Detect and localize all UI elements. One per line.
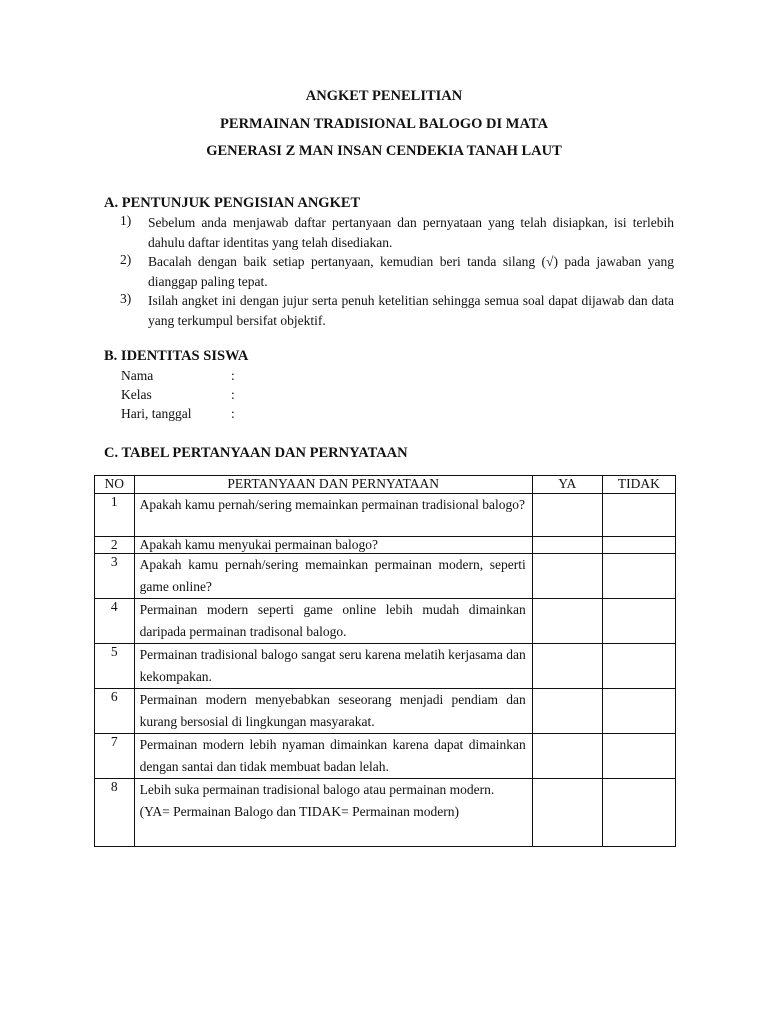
tidak-answer-cell[interactable] — [602, 644, 675, 689]
tidak-answer-cell[interactable] — [602, 599, 675, 644]
table-row — [95, 734, 676, 779]
row-question: Apakah kamu menyukai permainan balogo? — [134, 537, 532, 554]
instruction-text: Sebelum anda menjawab daftar pertanyaan dan pernyataan yang telah disiapkan, isi terlebih dahulu daftar identitas yang telah disediakan. — [148, 215, 674, 250]
field-colon: : — [231, 406, 235, 421]
ya-answer-cell[interactable] — [532, 554, 602, 599]
tidak-answer-cell[interactable] — [602, 779, 675, 847]
instruction-number: 3) — [120, 291, 132, 306]
ya-answer-cell[interactable] — [532, 494, 602, 537]
row-number: 3 — [95, 554, 135, 599]
row-question: Permainan tradisional balogo sangat seru karena melatih kerjasama dan kekompakan. — [134, 644, 532, 689]
instruction-number: 1) — [120, 213, 132, 228]
field-colon: : — [231, 368, 235, 383]
tidak-answer-cell[interactable] — [602, 554, 675, 599]
instruction-number: 2) — [120, 252, 132, 267]
ya-answer-cell[interactable] — [532, 599, 602, 644]
table-row — [95, 689, 676, 734]
field-label-hari-tanggal: Hari, tanggal — [121, 406, 192, 421]
row-number: 4 — [95, 599, 135, 644]
table-row — [95, 537, 676, 554]
table-row — [95, 554, 676, 599]
questionnaire-table — [94, 475, 676, 847]
title-line-3: GENERASI Z MAN INSAN CENDEKIA TANAH LAUT — [206, 143, 562, 159]
instruction-text: Isilah angket ini dengan jujur serta penuh ketelitian sehingga semua soal dapat dijawab dan data yang terkumpul bersifat objektif. — [148, 293, 674, 328]
table-header-row — [95, 476, 676, 494]
field-label-nama: Nama — [121, 368, 154, 383]
tidak-answer-cell[interactable] — [602, 734, 675, 779]
row-question: Permainan modern lebih nyaman dimainkan karena dapat dimainkan dengan santai dan tidak membuat badan lelah. — [134, 734, 532, 779]
table-row — [95, 494, 676, 537]
row-question-cell — [134, 779, 532, 847]
ya-answer-cell[interactable] — [532, 644, 602, 689]
section-c-heading: C. TABEL PERTANYAAN DAN PERNYATAAN — [104, 445, 408, 461]
tidak-answer-cell[interactable] — [602, 494, 675, 537]
table-row — [95, 644, 676, 689]
row-question: Permainan modern menyebabkan seseorang menjadi pendiam dan kurang bersosial di lingkungan masyarakat. — [134, 689, 532, 734]
tidak-answer-cell[interactable] — [602, 537, 675, 554]
row-number: 1 — [95, 494, 135, 537]
ya-answer-cell[interactable] — [532, 537, 602, 554]
instruction-text: Bacalah dengan baik setiap pertanyaan, kemudian beri tanda silang (√) pada jawaban yang dianggap paling tepat. — [148, 254, 674, 289]
field-colon: : — [231, 387, 235, 402]
row-note: (YA= Permainan Balogo dan TIDAK= Permainan modern) — [139, 804, 459, 819]
ya-answer-cell[interactable] — [532, 779, 602, 847]
table-row — [95, 599, 676, 644]
row-number: 8 — [95, 779, 135, 847]
section-a-heading: A. PENTUNJUK PENGISIAN ANGKET — [104, 195, 361, 211]
field-label-kelas: Kelas — [121, 387, 152, 402]
row-number: 6 — [95, 689, 135, 734]
row-question: Apakah kamu pernah/sering memainkan permainan tradisional balogo? — [134, 494, 532, 537]
row-number: 2 — [95, 537, 135, 554]
row-question: Permainan modern seperti game online lebih mudah dimainkan daripada permainan tradisonal balogo. — [134, 599, 532, 644]
column-header-tidak: TIDAK — [602, 476, 675, 494]
row-question: Lebih suka permainan tradisional balogo atau permainan modern. — [139, 782, 495, 797]
ya-answer-cell[interactable] — [532, 734, 602, 779]
column-header-pertanyaan: PERTANYAAN DAN PERNYATAAN — [134, 476, 532, 494]
title-line-1: ANGKET PENELITIAN — [305, 88, 463, 104]
table-row — [95, 779, 676, 847]
tidak-answer-cell[interactable] — [602, 689, 675, 734]
row-number: 7 — [95, 734, 135, 779]
ya-answer-cell[interactable] — [532, 689, 602, 734]
section-b-heading: B. IDENTITAS SISWA — [104, 348, 249, 364]
column-header-ya: YA — [532, 476, 602, 494]
title-line-2: PERMAINAN TRADISIONAL BALOGO DI MATA — [220, 116, 548, 132]
column-header-no: NO — [95, 476, 135, 494]
row-question: Apakah kamu pernah/sering memainkan permainan modern, seperti game online? — [134, 554, 532, 599]
row-number: 5 — [95, 644, 135, 689]
